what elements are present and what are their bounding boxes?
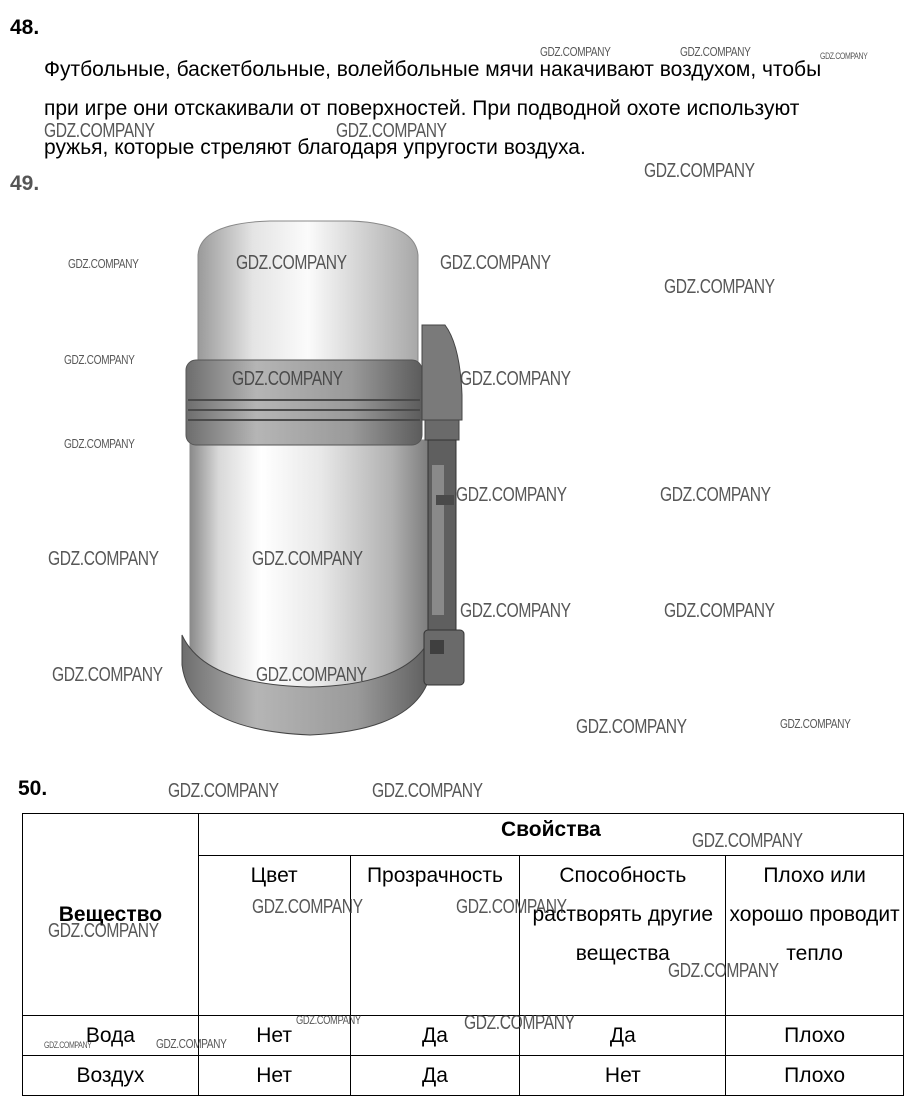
table-cell: Нет [198,1016,350,1056]
column-header: Способность растворять другие вещества [520,856,726,1016]
row-name: Воздух [23,1056,199,1096]
task-50-number: 50. [18,777,48,800]
watermark: GDZ.COMPANY [464,1012,575,1034]
watermark: GDZ.COMPANY [456,484,567,506]
substance-header: Вещество [23,814,199,1016]
task-48-line: Футбольные, баскетбольные, волейбольные мячи накачивают воздухом, чтобы [44,58,822,81]
watermark: GDZ.COMPANY [460,600,571,622]
table-row [23,1016,904,1056]
task-48-line: ружья, которые стреляют благодаря упругости воздуха. [44,136,586,159]
table-row [23,1056,904,1096]
row-name: Вода [23,1016,199,1056]
watermark: GDZ.COMPANY [540,44,611,59]
table-cell: Плохо [726,1016,904,1056]
watermark: GDZ.COMPANY [256,664,367,686]
watermark: GDZ.COMPANY [576,716,687,738]
watermark: GDZ.COMPANY [252,548,363,570]
task-48-text [44,50,904,167]
task-49-number: 49. [10,172,40,195]
watermark: GDZ.COMPANY [660,484,771,506]
properties-header: Свойства [198,814,903,856]
properties-table [22,813,904,1096]
watermark: GDZ.COMPANY [68,256,139,271]
watermark: GDZ.COMPANY [456,896,567,918]
watermark: GDZ.COMPANY [780,716,851,731]
watermark: GDZ.COMPANY [668,960,779,982]
watermark: GDZ.COMPANY [644,160,755,182]
watermark: GDZ.COMPANY [236,252,347,274]
watermark: GDZ.COMPANY [52,664,163,686]
column-header: Плохо или хорошо проводит тепло [726,856,904,1016]
watermark: GDZ.COMPANY [64,352,135,367]
table-cell: Нет [198,1056,350,1096]
watermark: GDZ.COMPANY [692,830,803,852]
watermark: GDZ.COMPANY [48,548,159,570]
watermark: GDZ.COMPANY [168,780,279,802]
watermark: GDZ.COMPANY [372,780,483,802]
task-48-line: при игре они отскакивали от поверхностей. При подводной охоте используют [44,97,800,120]
watermark: GDZ.COMPANY [820,51,868,61]
watermark: GDZ.COMPANY [44,120,155,142]
task-48-number: 48. [10,16,40,39]
watermark: GDZ.COMPANY [252,896,363,918]
watermark: GDZ.COMPANY [336,120,447,142]
watermark: GDZ.COMPANY [680,44,751,59]
watermark: GDZ.COMPANY [664,276,775,298]
table-cell: Да [350,1056,520,1096]
table-cell: Да [350,1016,520,1056]
watermark: GDZ.COMPANY [296,1013,361,1027]
watermark: GDZ.COMPANY [156,1036,227,1051]
watermark: GDZ.COMPANY [664,600,775,622]
table-cell: Плохо [726,1056,904,1096]
column-header: Цвет [198,856,350,1016]
watermark: GDZ.COMPANY [64,436,135,451]
watermark: GDZ.COMPANY [44,1040,92,1050]
watermark: GDZ.COMPANY [48,920,159,942]
table-cell: Да [520,1016,726,1056]
watermark: GDZ.COMPANY [232,368,343,390]
watermark: GDZ.COMPANY [440,252,551,274]
column-header: Прозрачность [350,856,520,1016]
table-cell: Нет [520,1056,726,1096]
watermark: GDZ.COMPANY [460,368,571,390]
